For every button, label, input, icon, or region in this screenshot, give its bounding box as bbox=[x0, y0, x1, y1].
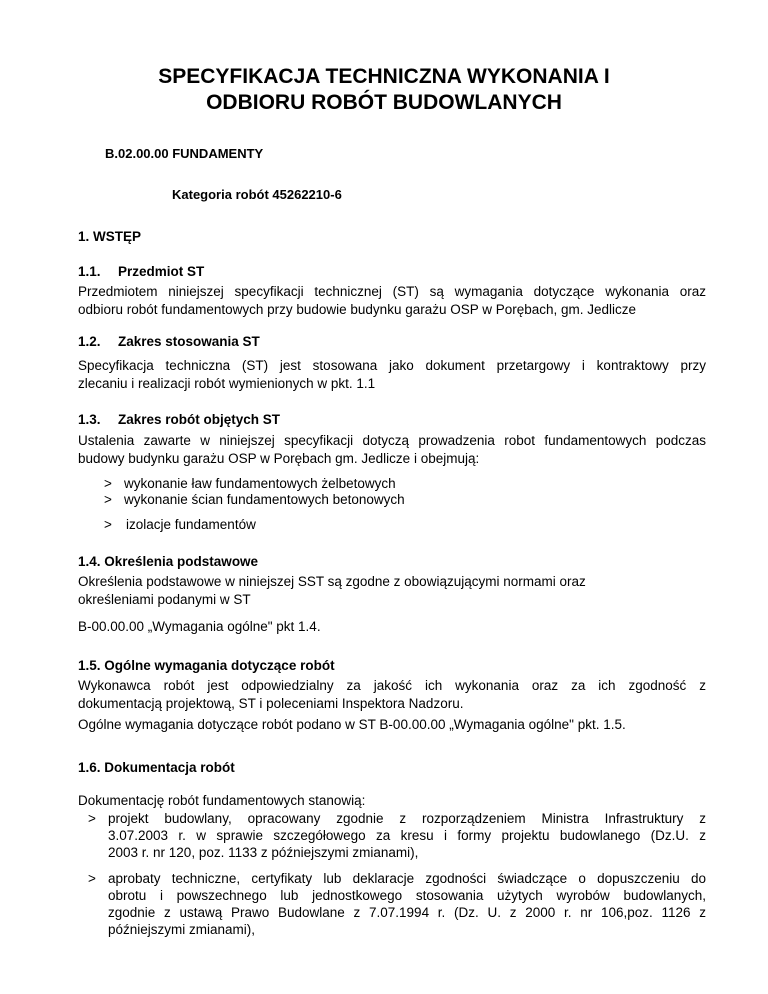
list-item bbox=[88, 810, 706, 861]
section-1-2-paragraph bbox=[78, 357, 706, 393]
list-item-text: wykonanie ścian fundamentowych betonowych bbox=[124, 492, 405, 507]
paragraph-line: Określenia podstawowe w niniejszej SST są zgodne z obowiązującymi normami oraz bbox=[78, 574, 586, 589]
list-item-line: 3.07.2003 r. w sprawie szczegółowego za kresu i formy projektu budowlanego (Dz.U. z bbox=[108, 828, 706, 843]
section-1-2-number: 1.2. bbox=[78, 334, 101, 349]
list-item-text: wykonanie ław fundamentowych żelbetowych bbox=[124, 476, 396, 491]
paragraph-line: Wykonawca robót jest odpowiedzialny za jakość ich wykonania oraz za ich zgodność z bbox=[78, 678, 706, 693]
bullet-marker: > bbox=[88, 811, 96, 826]
paragraph-line: odbioru robót fundamentowych przy budowie budynku garażu OSP w Porębach, gm. Jedlicze bbox=[78, 302, 637, 317]
list-item-text: izolacje fundamentów bbox=[126, 517, 256, 532]
spec-code: B.02.00.00 FUNDAMENTY bbox=[105, 146, 264, 161]
paragraph-line: budowy budynku garażu OSP w Porębach gm. Jedlicze i obejmują: bbox=[78, 451, 480, 466]
list-item-line: obrotu i powszechnego lub jednostkowego stosowania użytych wyrobów budowlanych, bbox=[108, 888, 706, 903]
paragraph-line: zlecaniu i realizacji robót wymienionych w pkt. 1.1 bbox=[78, 376, 376, 391]
section-1-3-title: Zakres robót objętych ST bbox=[118, 412, 281, 427]
section-1-2-title: Zakres stosowania ST bbox=[118, 334, 260, 349]
section-1-3-number: 1.3. bbox=[78, 412, 101, 427]
paragraph-line: Ustalenia zawarte w niniejszej specyfikacji dotyczą prowadzenia robot fundamentowych podczas bbox=[78, 433, 706, 448]
list-item-line: aprobaty techniczne, certyfikaty lub deklaracje zgodności świadczące o dopuszczeniu do bbox=[108, 871, 706, 886]
section-1-6-intro: Dokumentację robót fundamentowych stanowią: bbox=[78, 793, 366, 808]
paragraph-line: dokumentacją projektową, ST i poleceniami Inspektora Nadzoru. bbox=[78, 696, 464, 711]
section-1-1-number: 1.1. bbox=[78, 264, 101, 279]
bullet-marker: > bbox=[104, 492, 112, 507]
list-item bbox=[88, 870, 706, 938]
list-item bbox=[104, 491, 704, 509]
list-item-line: projekt budowlany, opracowany zgodnie z rozporządzeniem Ministra Infrastruktury z bbox=[108, 811, 706, 826]
section-1-4-paragraph bbox=[78, 573, 586, 609]
list-item-line: zgodnie z ustawą Prawo Budowlane z 7.07.1994 r. (Dz. U. z 2000 r. nr 106,poz. 1126 z bbox=[108, 905, 706, 920]
bullet-marker: > bbox=[88, 871, 96, 886]
title-line-1: SPECYFIKACJA TECHNICZNA WYKONANIA I bbox=[158, 65, 610, 88]
paragraph-line: Przedmiotem niniejszej specyfikacji technicznej (ST) są wymagania dotyczące wykonania oraz bbox=[78, 284, 706, 299]
work-category: Kategoria robót 45262210-6 bbox=[172, 187, 342, 202]
section-1-4-heading: 1.4. Określenia podstawowe bbox=[78, 554, 259, 569]
bullet-marker: > bbox=[104, 517, 112, 532]
section-1-5-paragraph bbox=[78, 677, 706, 713]
paragraph-line: określeniami podanymi w ST bbox=[78, 592, 251, 607]
section-1-5-reference: Ogólne wymagania dotyczące robót podano w ST B-00.00.00 „Wymagania ogólne" pkt. 1.5. bbox=[78, 717, 626, 732]
section-1-1-paragraph bbox=[78, 283, 706, 319]
bullet-marker: > bbox=[104, 476, 112, 491]
list-item bbox=[104, 516, 704, 534]
list-item-line: 2003 r. nr 120, poz. 1133 z późniejszymi zmianami), bbox=[108, 845, 419, 860]
list-item-line: późniejszymi zmianami), bbox=[108, 922, 256, 937]
section-1-6-heading: 1.6. Dokumentacja robót bbox=[78, 760, 235, 775]
paragraph-line: Specyfikacja techniczna (ST) jest stosowana jako dokument przetargowy i kontraktowy przy bbox=[78, 358, 706, 373]
document-title bbox=[60, 64, 708, 116]
section-1-1-title: Przedmiot ST bbox=[118, 264, 205, 279]
title-line-2: ODBIORU ROBÓT BUDOWLANYCH bbox=[206, 91, 562, 114]
section-1-heading: 1. WSTĘP bbox=[78, 229, 142, 244]
section-1-4-reference: B-00.00.00 „Wymagania ogólne" pkt 1.4. bbox=[78, 619, 321, 634]
section-1-3-paragraph bbox=[78, 432, 706, 468]
section-1-5-heading: 1.5. Ogólne wymagania dotyczące robót bbox=[78, 658, 335, 673]
